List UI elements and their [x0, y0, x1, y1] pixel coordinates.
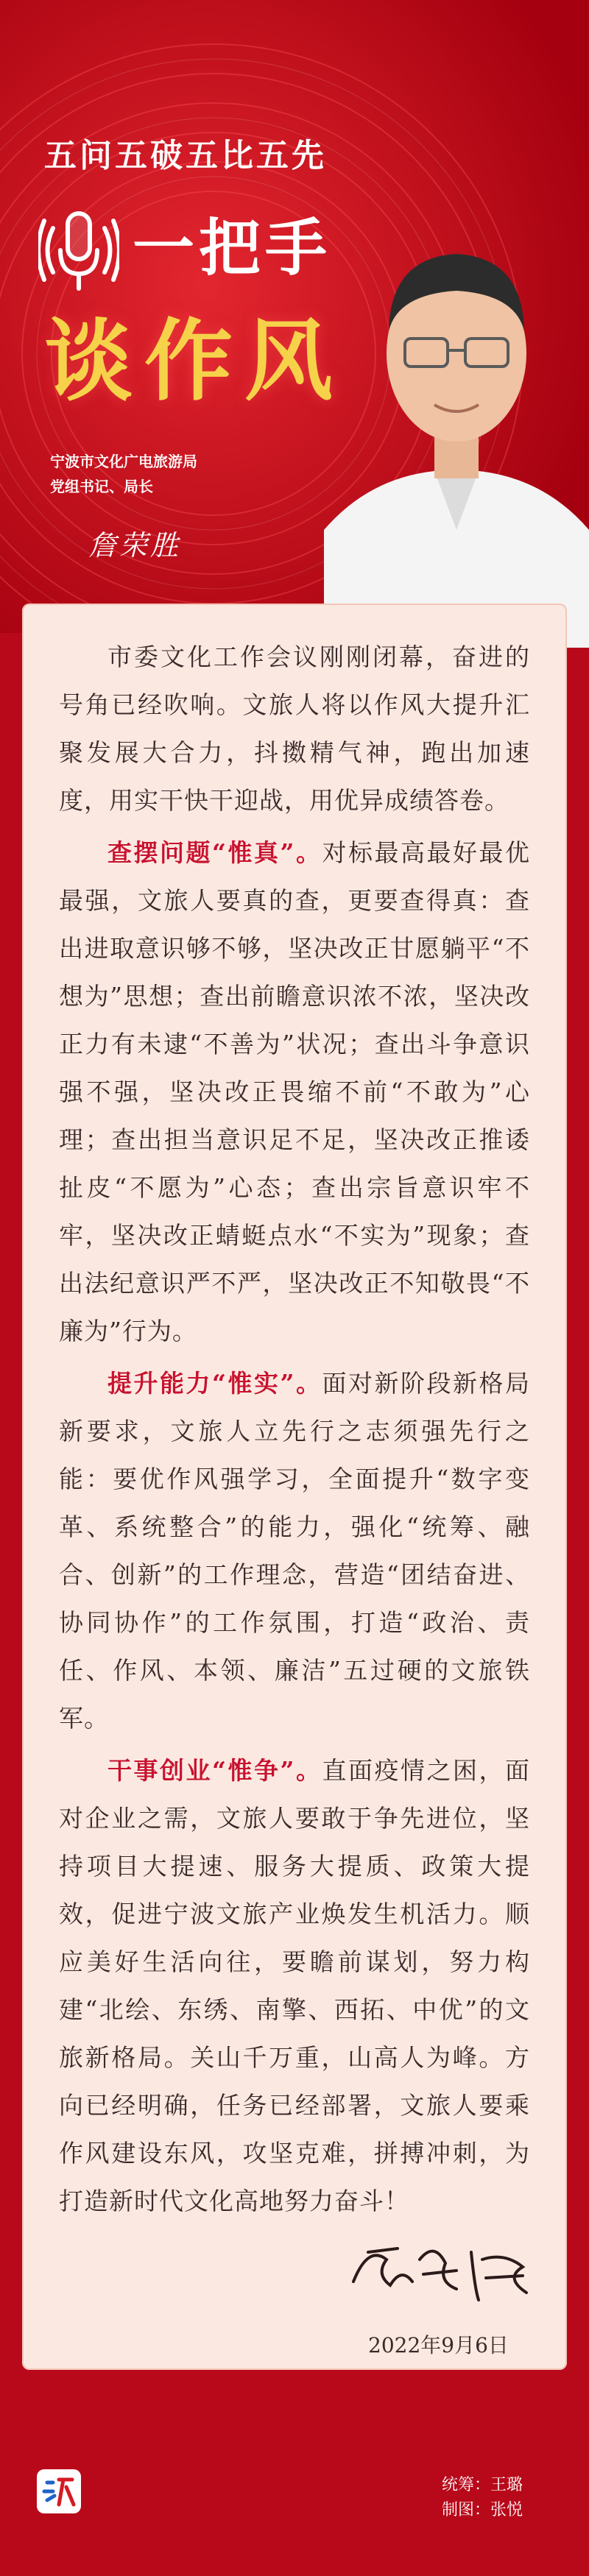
intro-paragraph: 市委文化工作会议刚刚闭幕，奋进的号角已经吹响。文旅人将以作风大提升汇聚发展大合力，抖擞精气神，跑出加速度，用实干快干迎战，用优异成绩答卷。: [59, 643, 530, 815]
section-paragraph-1: [59, 829, 530, 1355]
credit-coordinator: 统筹：王璐: [442, 2476, 523, 2494]
section-paragraph-2: [59, 1359, 530, 1742]
headline-line2: 谈作风: [44, 309, 345, 413]
author-name: 詹荣胜: [88, 529, 182, 562]
credits: [442, 2473, 523, 2523]
section-3-body: 直面疫情之困，面对企业之需，文旅人要敢于争先进位，坚持项目大提速、服务大提质、政策大提效，促进宁波文旅产业焕发生机活力。顺应美好生活向往，要瞻前谋划，努力构建“北绘、东绣、南擎、西拓、中优”的文旅新格局。关山千万重，山高人为峰。方向已经明确，任务已经部署，文旅人要乘作风建设东风，攻坚克难，拼搏冲刺，为打造新时代文化高地努力奋斗！: [59, 1756, 530, 2215]
series-title: 五问五破五比五先: [44, 137, 327, 174]
handwritten-signature: [346, 2230, 537, 2311]
article-body: [59, 633, 530, 2229]
section-2-heading: 提升能力“惟实”。: [107, 1369, 322, 1398]
section-paragraph-3: [59, 1747, 530, 2225]
org-line2: 党组书记、局长: [50, 478, 153, 495]
org-title: [50, 449, 197, 499]
microphone-icon: [38, 206, 119, 294]
credit-designer: 制图：张悦: [442, 2501, 523, 2519]
section-1-heading: 查摆问题“惟真”。: [107, 838, 322, 867]
section-3-heading: 干事创业“惟争”。: [107, 1756, 322, 1785]
author-portrait: [324, 184, 589, 648]
app-logo-icon: [37, 2469, 81, 2513]
org-line1: 宁波市文化广电旅游局: [50, 453, 197, 470]
headline-line1: 一把手: [133, 211, 332, 284]
signature-date: 2022年9月6日: [368, 2333, 509, 2357]
section-1-body: 对标最高最好最优最强，文旅人要真的查，更要查得真：查出进取意识够不够，坚决改正甘愿躺平“不想为”思想；查出前瞻意识浓不浓，坚决改正力有未逮“不善为”状况；查出斗争意识强不强，坚决改正畏缩不前“不敢为”心理；查出担当意识足不足，坚决改正推诿扯皮“不愿为”心态；查出宗旨意识牢不牢，坚决改正蜻蜓点水“不实为”现象；查出法纪意识严不严，坚决改正不知敬畏“不廉为”行为。: [59, 838, 530, 1345]
section-2-body: 面对新阶段新格局新要求，文旅人立先行之志须强先行之能：要优作风强学习，全面提升“数字变革、系统整合”的能力，强化“统筹、融合、创新”的工作理念，营造“团结奋进、协同协作”的工作氛围，打造“政治、责任、作风、本领、廉洁”五过硬的文旅铁军。: [59, 1369, 530, 1733]
